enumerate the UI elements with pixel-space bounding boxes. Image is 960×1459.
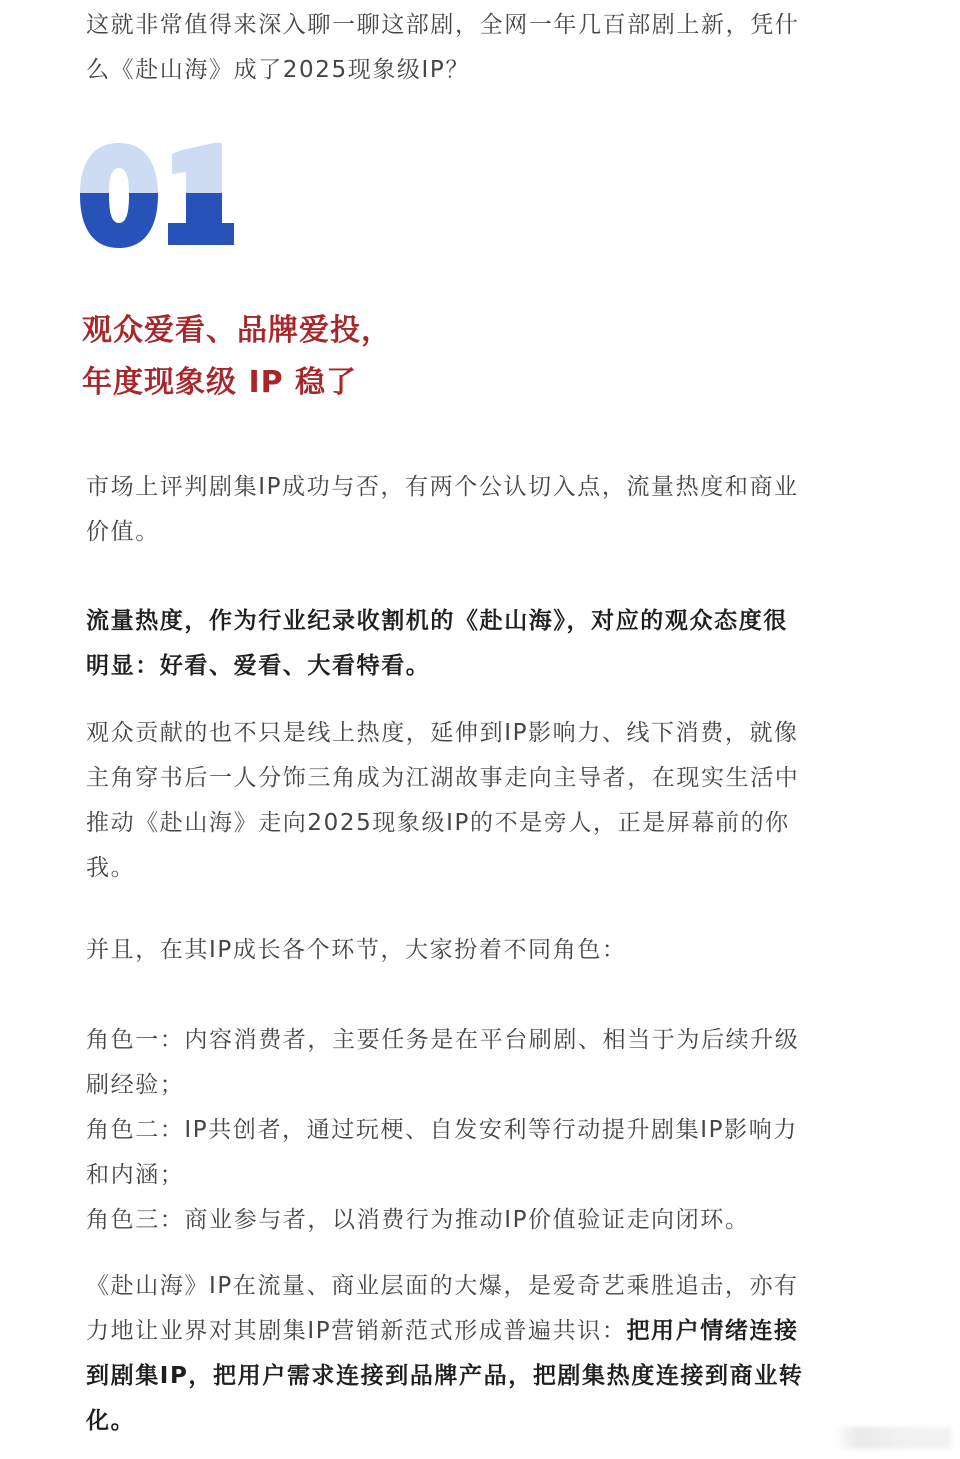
paragraph-text-regular: 力地让业界对其剧集IP营销新范式形成普遍共识： xyxy=(86,1318,627,1344)
paragraph-line: 我。 xyxy=(86,855,136,881)
intro-line-1: 这就非常值得来深入聊一聊这部剧，全网一年几百部剧上新，凭什 xyxy=(86,12,800,38)
paragraph-traffic-heat-bold xyxy=(86,599,878,689)
role-item-2-cont: 和内涵； xyxy=(86,1162,185,1188)
paragraph-line: 主角穿书后一人分饰三角成为江湖故事走向主导者，在现实生活中 xyxy=(86,765,800,791)
section-number-graphic xyxy=(78,128,258,258)
paragraph-text-bold: 到剧集IP，把用户需求连接到品牌产品，把剧集热度连接到商业转 xyxy=(86,1363,804,1389)
paragraph-line: 推动《赴山海》走向2025现象级IP的不是旁人，正是屏幕前的你 xyxy=(86,810,790,836)
paragraph-line-bold xyxy=(86,1354,878,1399)
intro-paragraph xyxy=(86,3,878,93)
intro-line-2: 么《赴山海》成了2025现象级IP？ xyxy=(86,57,470,83)
role-item-2: 角色二：IP共创者，通过玩梗、自发安利等行动提升剧集IP影响力 xyxy=(86,1117,798,1143)
role-item-3: 角色三：商业参与者，以消费行为推动IP价值验证走向闭环。 xyxy=(86,1207,750,1233)
paragraph-line-mixed xyxy=(86,1309,878,1354)
paragraph-line: 《赴山海》IP在流量、商业层面的大爆，是爱奇艺乘胜追击，亦有 xyxy=(86,1273,799,1299)
section-number-01 xyxy=(78,128,258,258)
paragraph-line: 观众贡献的也不只是线上热度，延伸到IP影响力、线下消费，就像 xyxy=(86,720,799,746)
paragraph-roles-intro xyxy=(86,928,878,973)
watermark-icon xyxy=(834,1427,952,1449)
paragraph-line: 明显：好看、爱看、大看特看。 xyxy=(86,653,431,679)
roles-list xyxy=(86,1018,878,1243)
paragraph-text-bold: 把用户情绪连接 xyxy=(626,1318,799,1344)
paragraph-conclusion xyxy=(86,1264,878,1444)
paragraph-text-bold: 化。 xyxy=(86,1408,136,1434)
section-heading-line-1: 观众爱看、品牌爱投， xyxy=(82,313,392,348)
paragraph-line: 并且，在其IP成长各个环节，大家扮着不同角色： xyxy=(86,937,627,963)
role-item-1: 角色一：内容消费者，主要任务是在平台刷剧、相当于为后续升级 xyxy=(86,1027,800,1053)
paragraph-evaluation-criteria xyxy=(86,465,878,555)
paragraph-audience-contribution xyxy=(86,711,878,891)
paragraph-line: 市场上评判剧集IP成功与否，有两个公认切入点，流量热度和商业 xyxy=(86,474,799,500)
role-item-1-cont: 刷经验； xyxy=(86,1072,185,1098)
paragraph-line: 流量热度，作为行业纪录收割机的《赴山海》，对应的观众态度很 xyxy=(86,608,788,634)
section-heading-line-2: 年度现象级 IP 稳了 xyxy=(82,365,358,400)
paragraph-line: 价值。 xyxy=(86,519,160,545)
paragraph-line-bold xyxy=(86,1399,878,1444)
section-heading xyxy=(82,305,392,409)
